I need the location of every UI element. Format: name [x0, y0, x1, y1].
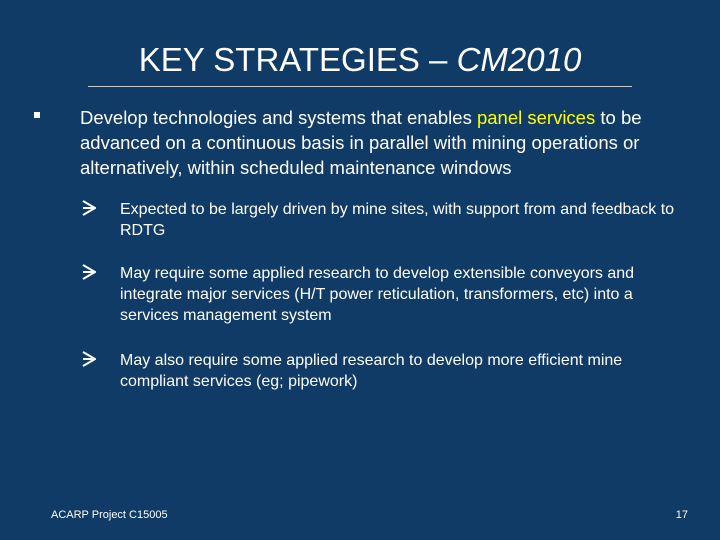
page-number: 17 [675, 509, 688, 521]
arrow-bullet-icon [82, 200, 96, 216]
title-underline [88, 86, 632, 87]
sub-bullet-1-text: Expected to be largely driven by mine sites, with support from and feedback to RDTG [120, 201, 675, 239]
square-bullet-icon [34, 112, 40, 118]
footer-project-label: ACARP Project C15005 [51, 509, 168, 521]
sub-bullet-2 [82, 263, 692, 326]
slide-title [0, 38, 720, 82]
sub-bullet-3-text: May also require some applied research to develop more efficient mine compliant services (eg; pipework) [120, 352, 623, 390]
main-bullet-text-after: to be advanced on a continuous basis in parallel with mining operations or alternatively, within scheduled maintenance windows [80, 107, 642, 178]
sub-bullet-1 [82, 199, 692, 241]
main-bullet-text [80, 105, 694, 180]
title-suffix: CM2010 [456, 41, 582, 78]
main-bullet-text-before: Develop technologies and systems that enables [80, 107, 477, 128]
arrow-bullet-icon [82, 351, 96, 367]
title-main: KEY STRATEGIES – [138, 41, 457, 78]
sub-bullet-3 [82, 350, 692, 392]
arrow-bullet-icon [82, 264, 96, 280]
sub-bullet-2-text: May require some applied research to develop extensible conveyors and integrate major services (H/T power reticulation, transformers, etc) into a services management system [120, 265, 635, 324]
main-bullet [34, 105, 694, 180]
main-bullet-highlight: panel services [476, 107, 596, 128]
